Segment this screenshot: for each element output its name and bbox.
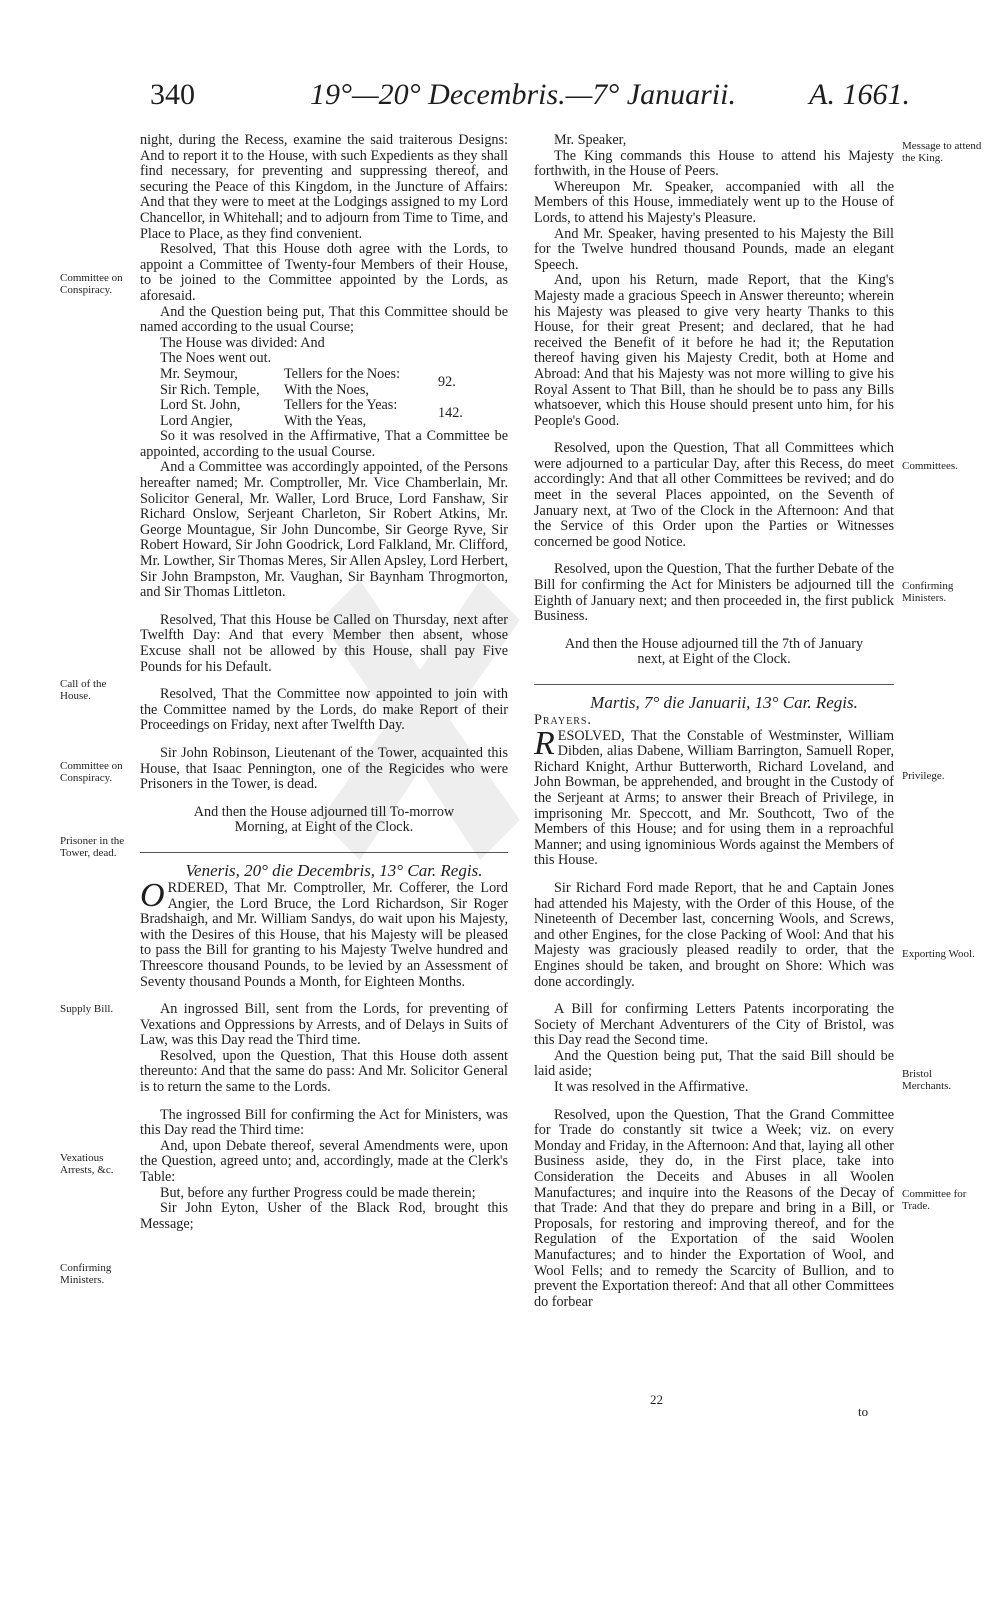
left-column <box>140 133 508 1232</box>
paragraph: And, upon Debate thereof, several Amendments were, upon the Question, agreed unto; and, accordingly, made at the Clerk's Table: <box>140 1137 508 1186</box>
margin-note: Committee on Conspiracy. <box>60 272 123 296</box>
drop-cap: R <box>534 724 555 762</box>
paragraph: Sir John Robinson, Lieutenant of the Tower, acquainted this House, that Isaac Pennington, one of the Regicides who were Prisoners in the Tower, is dead. <box>140 744 508 793</box>
margin-note: Vexatious Arrests, &c. <box>60 1152 114 1176</box>
paragraph: The Noes went out. <box>160 350 272 367</box>
paragraph: ESOLVED, That the Constable of Westminster, William Dibden, alias Dabene, William Barrington, Samuell Roper, Richard Knight, Arthur Butterworth, Richard Loveland, and John Bowman, be apprehended, and brought in the Custody of the Serjeant at Arms; to answer their Breach of Privilege, in imprisoning Mr. Speccott, and Mr. Southcott, Two of the Members of this House; and for using them in a reproachful Manner; and using ignominious Words against the Members of this House. <box>534 727 894 869</box>
page-title: 19°—20° Decembris.—7° Januarii. <box>310 78 736 111</box>
margin-note: Bristol Merchants. <box>902 1068 952 1092</box>
margin-note: Supply Bill. <box>60 1003 114 1015</box>
catchword: to <box>858 1404 869 1419</box>
paragraph: Sir Richard Ford made Report, that he and Captain Jones had attended his Majesty, with the Order of this House, of the Nineteenth of December last, concerning Wools, and Screws, and other Engines, for the close Packing of Wool: And that his Majesty was graciously pleased readily to order, that the Engines should be taken, and brought on Shore: Which was done accordingly. <box>534 879 894 990</box>
paragraph: And the Question being put, That this Committee should be named according to the usual Course; <box>140 303 508 336</box>
year-label: A. 1661. <box>809 78 910 111</box>
teller-role: With the Noes, <box>284 381 369 398</box>
teller-role: With the Yeas, <box>284 412 367 429</box>
paragraph: And Mr. Speaker, having presented to his Majesty the Bill for the Twelve hundred thousand Pounds, made an elegant Speech. <box>534 225 894 273</box>
teller-role: Tellers for the Noes: <box>284 365 401 382</box>
margin-note: Prisoner in the Tower, dead. <box>60 835 125 859</box>
paragraph: A Bill for confirming Letters Patents incorporating the Society of Merchant Adventurers of the City of Bristol, was this Day read the Second time. <box>534 1001 894 1049</box>
paragraph: Whereupon Mr. Speaker, accompanied with all the Members of this House, immediately went up to the House of Lords, to attend his Majesty's Pleasure. <box>534 178 894 226</box>
teller-name: Lord Angier, <box>160 412 233 429</box>
paragraph: An ingrossed Bill, sent from the Lords, for preventing of Vexations and Oppressions by Arrests, and of Delays in Suits of Law, was this Day read the Third time. <box>140 1001 508 1049</box>
yeas-total: 142. <box>438 404 463 421</box>
paragraph: Sir John Eyton, Usher of the Black Rod, brought this Message; <box>140 1200 508 1232</box>
paragraph: Resolved, upon the Question, That this House doth assent thereunto: And that the same do pass: And Mr. Solicitor General is to return the same to the Lords. <box>140 1047 508 1096</box>
paragraph: And a Committee was accordingly appointed, of the Persons hereafter named; Mr. Comptroller, Mr. Vice Chamberlain, Mr. Solicitor General, Mr. Waller, Lord Bruce, Lord Fanshaw, Sir Richard Onslow, Serjeant Charleton, Sir Robert Atkins, Mr. George Mountague, Sir John Duncombe, Sir George Ryve, Sir Robert Howard, Sir John Goodrick, Lord Falkland, Mr. Clifford, Mr. Lowther, Sir Thomas Meres, Sir Allen Apsley, Lord Herbert, Sir John Brampston, Mr. Vaughan, Sir Baynham Throgmorton, and Sir Thomas Littleton. <box>140 459 508 601</box>
signature-mark: 22 <box>650 1392 663 1407</box>
paragraph: The King commands this House to attend his Majesty forthwith, in the House of Peers. <box>534 147 894 180</box>
paragraph: And the Question being put, That the said Bill should be laid aside; <box>534 1047 894 1080</box>
margin-note: Confirming Ministers. <box>60 1262 112 1286</box>
paragraph: Resolved, upon the Question, That the Grand Committee for Trade do constantly sit twice a Week; viz. on every Monday and Friday, in the Afternoon: And that, laying all other Business aside, they do, in the First place, take into Consideration the Deceits and Abuses in all Woolen Manufactures; and inquire into the Reasons of the Decay of that Trade: And that they do prepare and bring in a Bill, or Proposals, for restoring and improving thereof, and for the Regulation of the Exportation of the said Woolen Manufactures; and to hinder the Exportation of Wool, and Wool Fells; and to remedy the Scarcity of Bullion, and to prevent the Exportation thereof: And that all other Committees do forbear <box>534 1106 895 1310</box>
paragraph: night, during the Recess, examine the said traiterous Designs: And to report it to the House, with such Expedients as they shall find necessary, for preventing and suppressing thereof, and securing the Peace of this Kingdom, in the Juncture of Affairs: And that they were to meet at the Lodgings assigned to my Lord Chancellor, in Whitehall; and to adjourn from Time to Time, and Place to Place, as they find convenient. <box>140 132 508 242</box>
margin-note: Message to attend the King. <box>902 140 982 164</box>
paragraph: Resolved, That the Committee now appointed to join with the Committee named by the Lords, do make Report of their Proceedings on Friday, next after Twelfth Day. <box>140 686 508 734</box>
page-number: 340 <box>150 78 195 111</box>
adjournment: And then the House adjourned till the 7th of January next, at Eight of the Clock. <box>564 635 864 668</box>
teller-name: Mr. Seymour, <box>160 365 238 382</box>
paragraph: Resolved, upon the Question, That all Committees which were adjourned to a particular Day, after this Recess, do meet accordingly: And that all other Committees be revived; and do meet in the several Places appointed, on the Seventh of January next, at Two of the Clock in the Afternoon: And that the Service of this Order upon the Parties or Witnesses concerned be good Notice. <box>534 440 894 550</box>
margin-note: Committees. <box>902 460 958 472</box>
paragraph: It was resolved in the Affirmative. <box>554 1079 749 1096</box>
paragraph: So it was resolved in the Affirmative, That a Committee be appointed, according to the usual Course. <box>140 428 508 460</box>
paragraph: The House was divided: And <box>160 334 325 351</box>
paragraph: RDERED, That Mr. Comptroller, Mr. Cofferer, the Lord Angier, the Lord Bruce, the Lord Richardson, Sir Roger Bradshaigh, and Mr. William Sandys, do wait upon his Majesty, with the Desires of this House, that his Majesty will be pleased to pass the Bill for granting to his Majesty Twelve hundred and Threescore thousand Pounds, to be levied by an Assessment of Seventy thousand Pounds a Month, for Eighteen Months. <box>140 879 508 990</box>
teller-name: Lord St. John, <box>160 397 241 414</box>
margin-note: Privilege. <box>902 770 945 782</box>
day-heading: Veneris, 20° die Decembris, 13° Car. Regis. <box>140 852 508 881</box>
teller-role: Tellers for the Yeas: <box>284 397 398 414</box>
paragraph: Resolved, That this House be Called on Thursday, next after Twelfth Day: And that every Member then absent, whose Excuse shall not be allowed by this House, shall pay Five Pounds for his Default. <box>140 611 508 675</box>
margin-note: Call of the House. <box>60 678 107 702</box>
right-column <box>534 133 894 1310</box>
paragraph: Resolved, upon the Question, That the further Debate of the Bill for confirming the Act for Ministers be adjourned till the Eighth of January next; and then proceeded in, the first publick Business. <box>534 561 894 625</box>
tellers-table <box>160 367 508 429</box>
running-header <box>150 78 910 118</box>
paragraph: And, upon his Return, made Report, that the King's Majesty made a gracious Speech in Answer thereunto; wherein his Majesty was pleased to give very hearty Thanks to this House, for their great Present; and declared, that he had received the Benefit of it before he had it; the Reputation thereof having given his Majesty Credit, both at Home and Abroad: And that his Majesty was not more willing to give his Royal Assent to That Bill, than he should be to pass any Bills whatsoever, which this House should present unto him, for his People's Good. <box>534 272 894 429</box>
margin-note: Committee on Conspiracy. <box>60 760 123 784</box>
margin-note: Exporting Wool. <box>902 948 975 960</box>
paragraph: But, before any further Progress could be made therein; <box>160 1184 476 1201</box>
prayers-label: Prayers. <box>534 712 592 728</box>
adjournment: And then the House adjourned till To-morrow Morning, at Eight of the Clock. <box>193 803 455 836</box>
paragraph: Resolved, That this House doth agree with the Lords, to appoint a Committee of Twenty-four Members of their House, to be joined to the Committee appointed by the Lords, as aforesaid. <box>140 241 508 304</box>
margin-note: Committee for Trade. <box>902 1188 967 1212</box>
paragraph: Mr. Speaker, <box>554 132 627 148</box>
noes-total: 92. <box>438 373 456 390</box>
drop-cap: O <box>140 876 165 914</box>
margin-note: Confirming Ministers. <box>902 580 954 604</box>
teller-name: Sir Rich. Temple, <box>160 381 260 398</box>
paragraph: The ingrossed Bill for confirming the Act for Ministers, was this Day read the Third time: <box>140 1106 508 1139</box>
day-heading: Martis, 7° die Januarii, 13° Car. Regis. <box>534 684 894 713</box>
